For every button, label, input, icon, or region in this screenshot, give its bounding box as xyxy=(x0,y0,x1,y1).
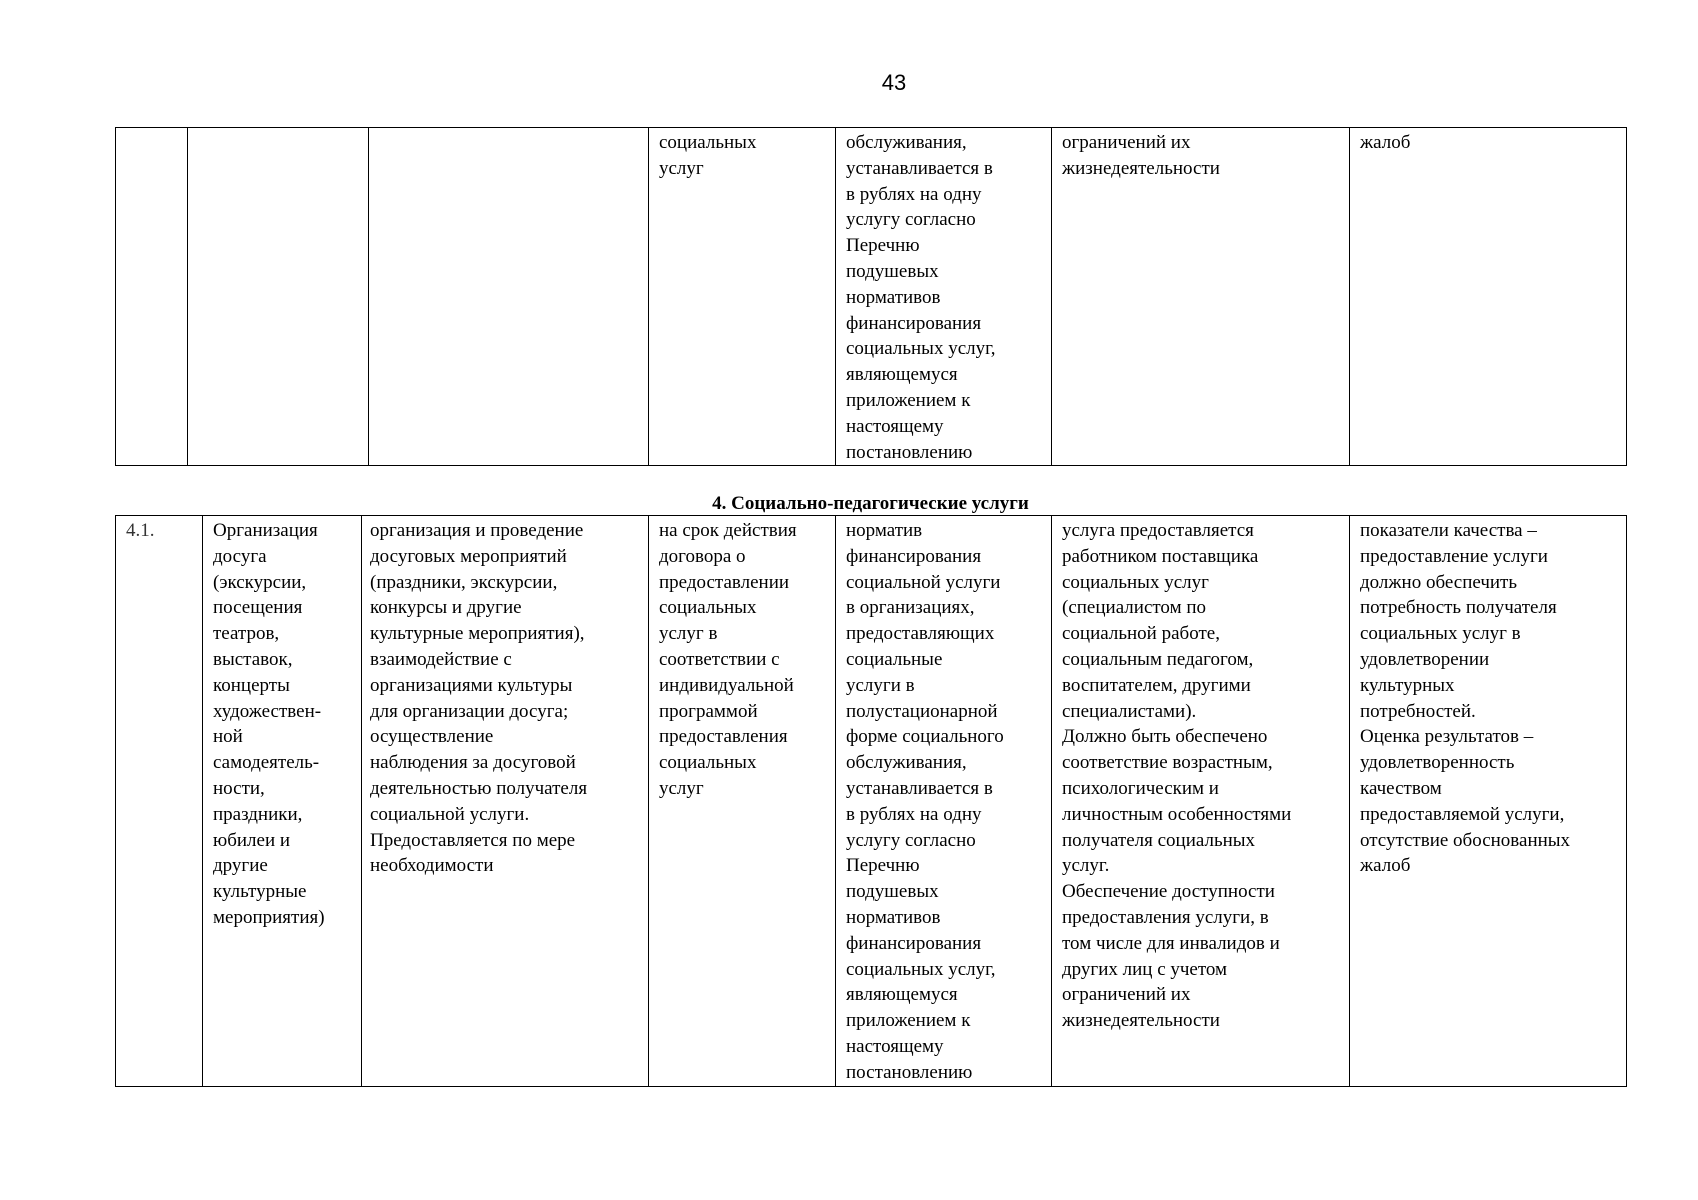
cell-norm xyxy=(836,128,1052,466)
cell-text-line: выставок, xyxy=(213,648,293,670)
cell-text-line: являющемуся xyxy=(846,984,958,1006)
cell-service-name xyxy=(188,128,369,466)
cell-text-line: социальной услуги xyxy=(846,571,1001,593)
page-number: 43 xyxy=(881,70,907,95)
cell-text-line: услугу согласно xyxy=(846,829,976,851)
cell-text-line: ной xyxy=(213,726,243,748)
cell-text-line: обслуживания, xyxy=(846,132,967,153)
cell-text-line: социальных услуг в xyxy=(1360,623,1521,645)
cell-text-line: воспитателем, другими xyxy=(1062,674,1251,696)
cell-number: 4.1. xyxy=(116,516,203,1087)
cell-text-line: постановлению xyxy=(846,1061,973,1083)
cell-text-line: подушевых xyxy=(846,260,939,282)
cell-text-line: предоставления xyxy=(659,726,788,748)
cell-text-line: культурные мероприятия), xyxy=(370,623,585,645)
cell-text-line: других лиц с учетом xyxy=(1062,958,1228,980)
cell-text-line: досуговых мероприятий xyxy=(370,545,567,567)
cell-text-line: удовлетворенность xyxy=(1360,752,1515,774)
cell-text-line: работником поставщика xyxy=(1062,545,1259,567)
cell-text-line: художествен- xyxy=(213,700,322,722)
cell-text-line: конкурсы и другие xyxy=(370,597,522,619)
cell-text-line: услуг. xyxy=(1062,855,1110,877)
cell-text-line: культурные xyxy=(213,881,307,903)
cell-text-line: (экскурсии, xyxy=(213,571,307,593)
cell-text-line: получателя социальных xyxy=(1062,829,1256,851)
cell-text-line: социальных xyxy=(659,597,757,619)
cell-text-line: настоящему xyxy=(846,1035,944,1057)
cell-text-line: услугу согласно xyxy=(846,209,976,231)
cell-text-line: соответствие возрастным, xyxy=(1062,752,1273,774)
cell-text-line: форме социального xyxy=(846,726,1004,748)
cell-text-line: в организациях, xyxy=(846,597,975,619)
cell-text-line: для организации досуга; xyxy=(370,700,569,722)
cell-text-line: индивидуальной xyxy=(659,674,794,696)
cell-text-line: осуществление xyxy=(370,726,494,748)
cell-text-line: финансирования xyxy=(846,932,982,954)
cell-text-line: приложением к xyxy=(846,389,971,411)
cell-text-line: являющемуся xyxy=(846,364,958,386)
cell-text-line: организациями культуры xyxy=(370,674,573,696)
cell-text-line: потребностей. xyxy=(1360,700,1476,722)
cell-text-line: на срок действия xyxy=(659,520,797,541)
cell-text-line: посещения xyxy=(213,597,303,619)
cell-term xyxy=(649,128,836,466)
cell-text-line: социальных услуг xyxy=(1062,571,1209,593)
cell-text-line: услуги в xyxy=(846,674,915,696)
cell-text-line: досуга xyxy=(213,545,267,567)
cell-text-line: социальные xyxy=(846,648,943,670)
cell-text-line: финансирования xyxy=(846,312,982,334)
cell-text-line: Оценка результатов – xyxy=(1360,726,1534,748)
cell-description xyxy=(362,516,649,1087)
cell-text-line: (специалистом по xyxy=(1062,597,1207,619)
cell-text-line: жизнедеятельности xyxy=(1062,157,1220,179)
cell-text-line: предоставлении xyxy=(659,571,790,593)
cell-text-line: жалоб xyxy=(1360,132,1411,153)
cell-text-line: Перечню xyxy=(846,235,920,257)
cell-text-line: жалоб xyxy=(1360,855,1411,877)
cell-text-line: Предоставляется по мере xyxy=(370,829,576,851)
cell-text-line: самодеятель- xyxy=(213,752,320,774)
cell-text-line: предоставления услуги, в xyxy=(1062,906,1269,928)
cell-text-line: программой xyxy=(659,700,758,722)
cell-text-line: личностным особенностями xyxy=(1062,803,1292,825)
cell-text-line: в рублях на одну xyxy=(846,803,982,825)
cell-quality xyxy=(1350,516,1627,1087)
cell-text-line: театров, xyxy=(213,623,280,645)
cell-text-line: социальных услуг, xyxy=(846,338,996,360)
cell-text-line: нормативов xyxy=(846,286,941,308)
cell-text-line: услуга предоставляется xyxy=(1062,520,1254,541)
section-title: 4. Социально-педагогические услуги xyxy=(712,493,1029,514)
cell-norm xyxy=(836,516,1052,1087)
cell-text-line: соответствии с xyxy=(659,648,780,670)
cell-text-line: деятельностью получателя xyxy=(370,777,588,799)
cell-text-line: Организация xyxy=(213,520,318,541)
cell-text-line: устанавливается в xyxy=(846,777,993,799)
cell-quality xyxy=(1350,128,1627,466)
cell-text-line: показатели качества – xyxy=(1360,520,1537,541)
cell-description xyxy=(369,128,649,466)
cell-text-line: Обеспечение доступности xyxy=(1062,881,1275,903)
cell-text-line: взаимодействие с xyxy=(370,648,512,670)
cell-text-line: психологическим и xyxy=(1062,777,1219,799)
cell-text-line: услуг в xyxy=(659,623,718,645)
cell-text-line: ности, xyxy=(213,777,265,799)
cell-service-name xyxy=(203,516,362,1087)
cell-text-line: предоставление услуги xyxy=(1360,545,1548,567)
cell-text-line: услуг xyxy=(659,157,704,179)
cell-conditions xyxy=(1052,516,1350,1087)
cell-text-line: наблюдения за досуговой xyxy=(370,752,576,774)
table-row xyxy=(116,128,1627,466)
cell-text-line: подушевых xyxy=(846,881,939,903)
cell-text-line: культурных xyxy=(1360,674,1455,696)
cell-text-line: другие xyxy=(213,855,268,877)
cell-text-line: потребность получателя xyxy=(1360,597,1557,619)
cell-text-line: жизнедеятельности xyxy=(1062,1010,1220,1032)
cell-text-line: праздники, xyxy=(213,803,303,825)
cell-text-line: настоящему xyxy=(846,415,944,437)
cell-text-line: предоставляемой услуги, xyxy=(1360,803,1565,825)
cell-text-line: социальной работе, xyxy=(1062,623,1220,645)
cell-text-line: социальных услуг, xyxy=(846,958,996,980)
cell-text-line: организация и проведение xyxy=(370,520,584,541)
cell-text-line: юбилеи и xyxy=(213,829,291,851)
cell-text-line: удовлетворении xyxy=(1360,648,1490,670)
cell-number xyxy=(116,128,188,466)
cell-text-line: социальной услуги. xyxy=(370,803,530,825)
cell-text-line: услуг xyxy=(659,777,704,799)
cell-text-line: ограничений их xyxy=(1062,984,1191,1006)
cell-text-line: (праздники, экскурсии, xyxy=(370,571,558,593)
cell-text-line: в рублях на одну xyxy=(846,183,982,205)
cell-text-line: нормативов xyxy=(846,906,941,928)
cell-text-line: социальных xyxy=(659,132,757,153)
cell-text-line: полустационарной xyxy=(846,700,998,722)
cell-text-line: финансирования xyxy=(846,545,982,567)
cell-text-line: договора о xyxy=(659,545,746,567)
cell-text-line: постановлению xyxy=(846,441,973,463)
cell-text-line: должно обеспечить xyxy=(1360,571,1518,593)
cell-text-line: том числе для инвалидов и xyxy=(1062,932,1280,954)
cell-text-line: устанавливается в xyxy=(846,157,993,179)
cell-conditions xyxy=(1052,128,1350,466)
cell-text-line: ограничений их xyxy=(1062,132,1191,153)
cell-text-line: социальным педагогом, xyxy=(1062,648,1254,670)
cell-text-line: норматив xyxy=(846,520,923,541)
cell-text-line: отсутствие обоснованных xyxy=(1360,829,1571,851)
cell-text-line: социальных xyxy=(659,752,757,774)
cell-text-line: Перечню xyxy=(846,855,920,877)
table-row xyxy=(116,516,1627,1087)
cell-text-line: приложением к xyxy=(846,1010,971,1032)
cell-text-line: обслуживания, xyxy=(846,752,967,774)
cell-text-line: качеством xyxy=(1360,777,1442,799)
cell-text-line: предоставляющих xyxy=(846,623,995,645)
cell-text-line: необходимости xyxy=(370,855,494,877)
cell-text-line: концерты xyxy=(213,674,290,696)
cell-term xyxy=(649,516,836,1087)
cell-text-line: Должно быть обеспечено xyxy=(1062,726,1268,748)
cell-text-line: специалистами). xyxy=(1062,700,1197,722)
section-4-table xyxy=(115,515,1627,1087)
cell-text-line: мероприятия) xyxy=(213,906,325,928)
continuation-table xyxy=(115,127,1627,466)
